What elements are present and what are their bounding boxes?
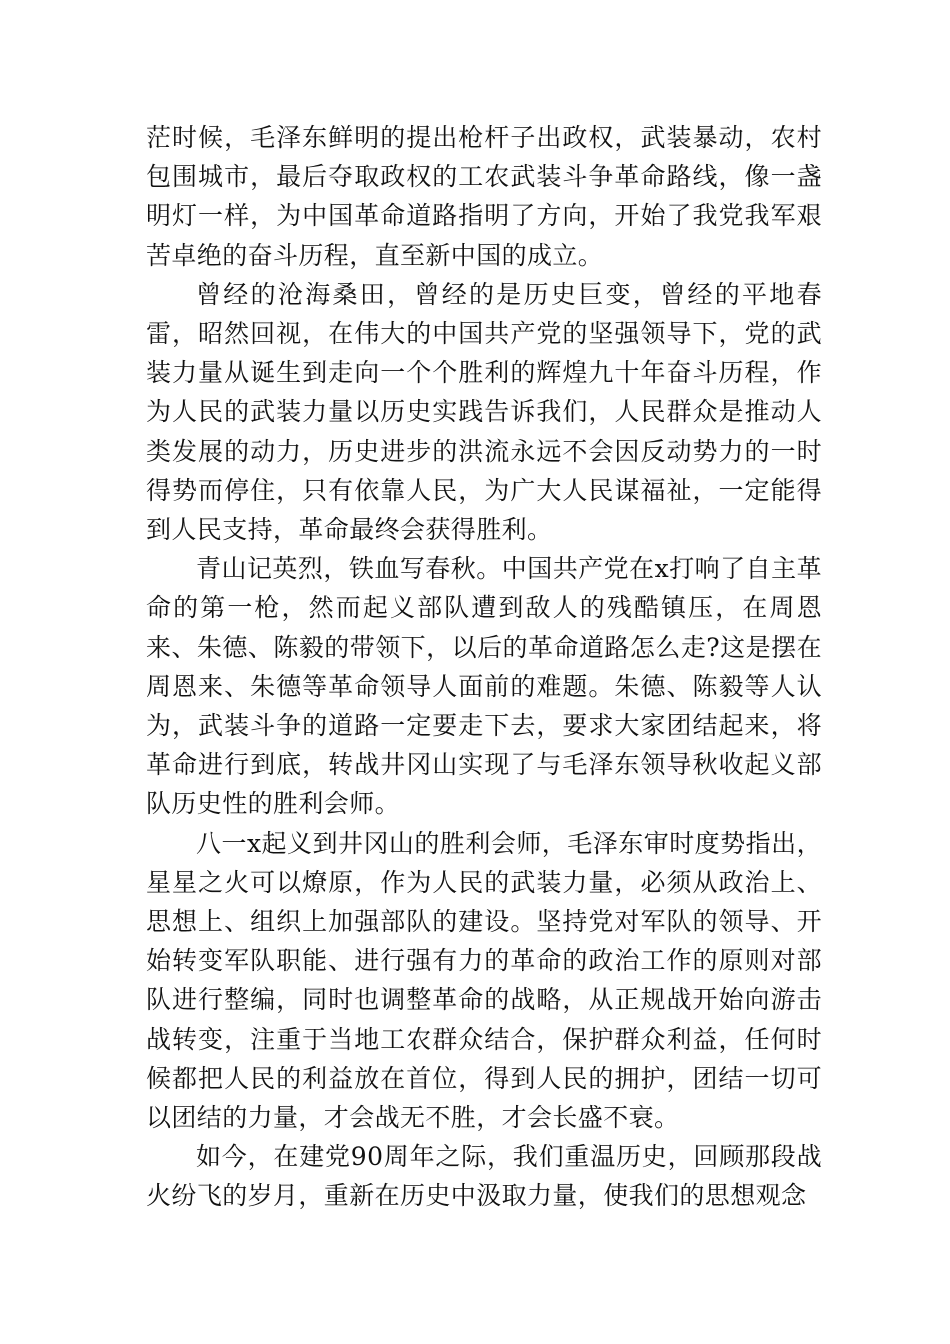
paragraph-5: 如今，在建党90周年之际，我们重温历史，回顾那段战火纷飞的岁月，重新在历史中汲取力量，使我们的思想观念 (146, 1142, 822, 1211)
paragraph-1: 茫时候，毛泽东鲜明的提出枪杆子出政权，武装暴动，农村包围城市，最后夺取政权的工农武装斗争革命路线，像一盏明灯一样，为中国革命道路指明了方向，开始了我党我军艰苦卓绝的奋斗历程，直至新中国的成立。 (146, 123, 822, 270)
paragraph-2: 曾经的沧海桑田，曾经的是历史巨变，曾经的平地春雷，昭然回视，在伟大的中国共产党的坚强领导下，党的武装力量从诞生到走向一个个胜利的辉煌九十年奋斗历程，作为人民的武装力量以历史实践告诉我们，人民群众是推动人类发展的动力，历史进步的洪流永远不会因反动势力的一时得势而停住，只有依靠人民，为广大人民谋福祉，一定能得到人民支持，革命最终会获得胜利。 (146, 279, 822, 545)
paragraph-3: 青山记英烈，铁血写春秋。中国共产党在x打响了自主革命的第一枪，然而起义部队遭到敌人的残酷镇压，在周恩来、朱德、陈毅的带领下，以后的革命道路怎么走?这是摆在周恩来、朱德等革命领导人面前的难题。朱德、陈毅等人认为，武装斗争的道路一定要走下去，要求大家团结起来，将革命进行到底，转战井冈山实现了与毛泽东领导秋收起义部队历史性的胜利会师。 (146, 554, 822, 819)
document-body (146, 118, 822, 1216)
paragraph-4: 八一x起义到井冈山的胜利会师，毛泽东审时度势指出，星星之火可以燎原，作为人民的武装力量，必须从政治上、思想上、组织上加强部队的建设。坚持党对军队的领导、开始转变军队职能、进行强有力的革命的政治工作的原则对部队进行整编，同时也调整革命的战略，从正规战开始向游击战转变，注重于当地工农群众结合，保护群众利益，任何时候都把人民的利益放在首位，得到人民的拥护，团结一切可以团结的力量，才会战无不胜，才会长盛不衰。 (146, 828, 822, 1133)
